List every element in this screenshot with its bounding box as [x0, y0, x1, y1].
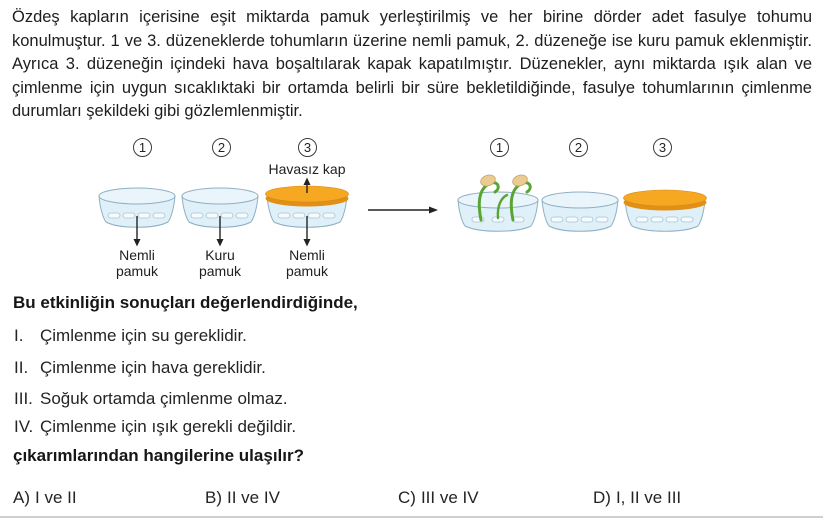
setup-dish-1 — [99, 188, 175, 247]
option-c — [398, 488, 479, 508]
setup-number-3: 3 — [298, 138, 317, 157]
statement-text: Çimlenme için ışık gerekli değildir. — [40, 417, 297, 436]
option-label: C) — [398, 488, 416, 507]
statement-numeral: IV. — [14, 417, 34, 436]
result-dishes — [458, 173, 707, 231]
question-intro: Özdeş kapların içerisine eşit miktarda pamuk yerleştirilmiş ve her birine dörder adet fasulye tohumu konulmuştur. 1 ve 3. düzeneklerde tohumların üzerine nemli pamuk, 2. düzeneğe ise kuru pamuk eklenmiştir. Ayrıca 3. düzeneğin içindeki hava boşaltılarak kapak kapatılmıştır. Düzenekler, aynı miktarda ışık alan ve çimlenme için uygun sıcaklıktaki bir ortamda belirli bir süre bekletildiğinde, fasulye tohumlarının çimlenme durumları şekildeki gibi gözlemlenmiştir. — [12, 8, 812, 121]
result-dish-2 — [542, 192, 618, 231]
statement-text: Soğuk ortamda çimlenme olmaz. — [40, 389, 288, 408]
result-number-3: 3 — [653, 138, 672, 157]
statement-3 — [14, 389, 288, 409]
setup-dish-3-sealed — [266, 178, 349, 247]
option-label: D) — [593, 488, 611, 507]
option-text: I ve II — [35, 488, 77, 507]
result-dish-3-sealed — [624, 190, 707, 231]
result-number-2: 2 — [569, 138, 588, 157]
option-a — [13, 488, 77, 508]
lid-icon — [624, 190, 707, 211]
sealed-container-label: Havasız kap — [268, 161, 346, 177]
option-text: II ve IV — [227, 488, 280, 507]
prompt-line: Bu etkinliğin sonuçları değerlendirdiğinde, — [13, 293, 358, 312]
statement-4 — [14, 417, 296, 437]
dish-3-label: Nemli pamuk — [285, 247, 329, 279]
setup-dish-2 — [182, 188, 258, 247]
dish-2-label: Kuru pamuk — [198, 247, 242, 279]
option-label: A) — [13, 488, 30, 507]
option-b — [205, 488, 280, 508]
setup-number-1: 1 — [133, 138, 152, 157]
statement-text: Çimlenme için hava gereklidir. — [40, 358, 266, 377]
statement-numeral: II. — [14, 358, 29, 377]
statement-1 — [14, 326, 247, 346]
result-number-1: 1 — [490, 138, 509, 157]
dish-1-label: Nemli pamuk — [115, 247, 159, 279]
option-label: B) — [205, 488, 222, 507]
question-line: çıkarımlarından hangilerine ulaşılır? — [13, 446, 304, 465]
result-dish-1-germinated — [458, 173, 538, 231]
option-text: I, II ve III — [615, 488, 682, 507]
experiment-diagram — [0, 130, 823, 290]
option-text: III ve IV — [420, 488, 479, 507]
arrow-right-icon — [368, 207, 438, 214]
statement-numeral: III. — [14, 389, 33, 408]
statement-2 — [14, 358, 266, 378]
statement-text: Çimlenme için su gereklidir. — [40, 326, 247, 345]
option-d — [593, 488, 681, 508]
bottom-divider — [0, 516, 823, 518]
setup-number-2: 2 — [212, 138, 231, 157]
statement-numeral: I. — [14, 326, 24, 345]
